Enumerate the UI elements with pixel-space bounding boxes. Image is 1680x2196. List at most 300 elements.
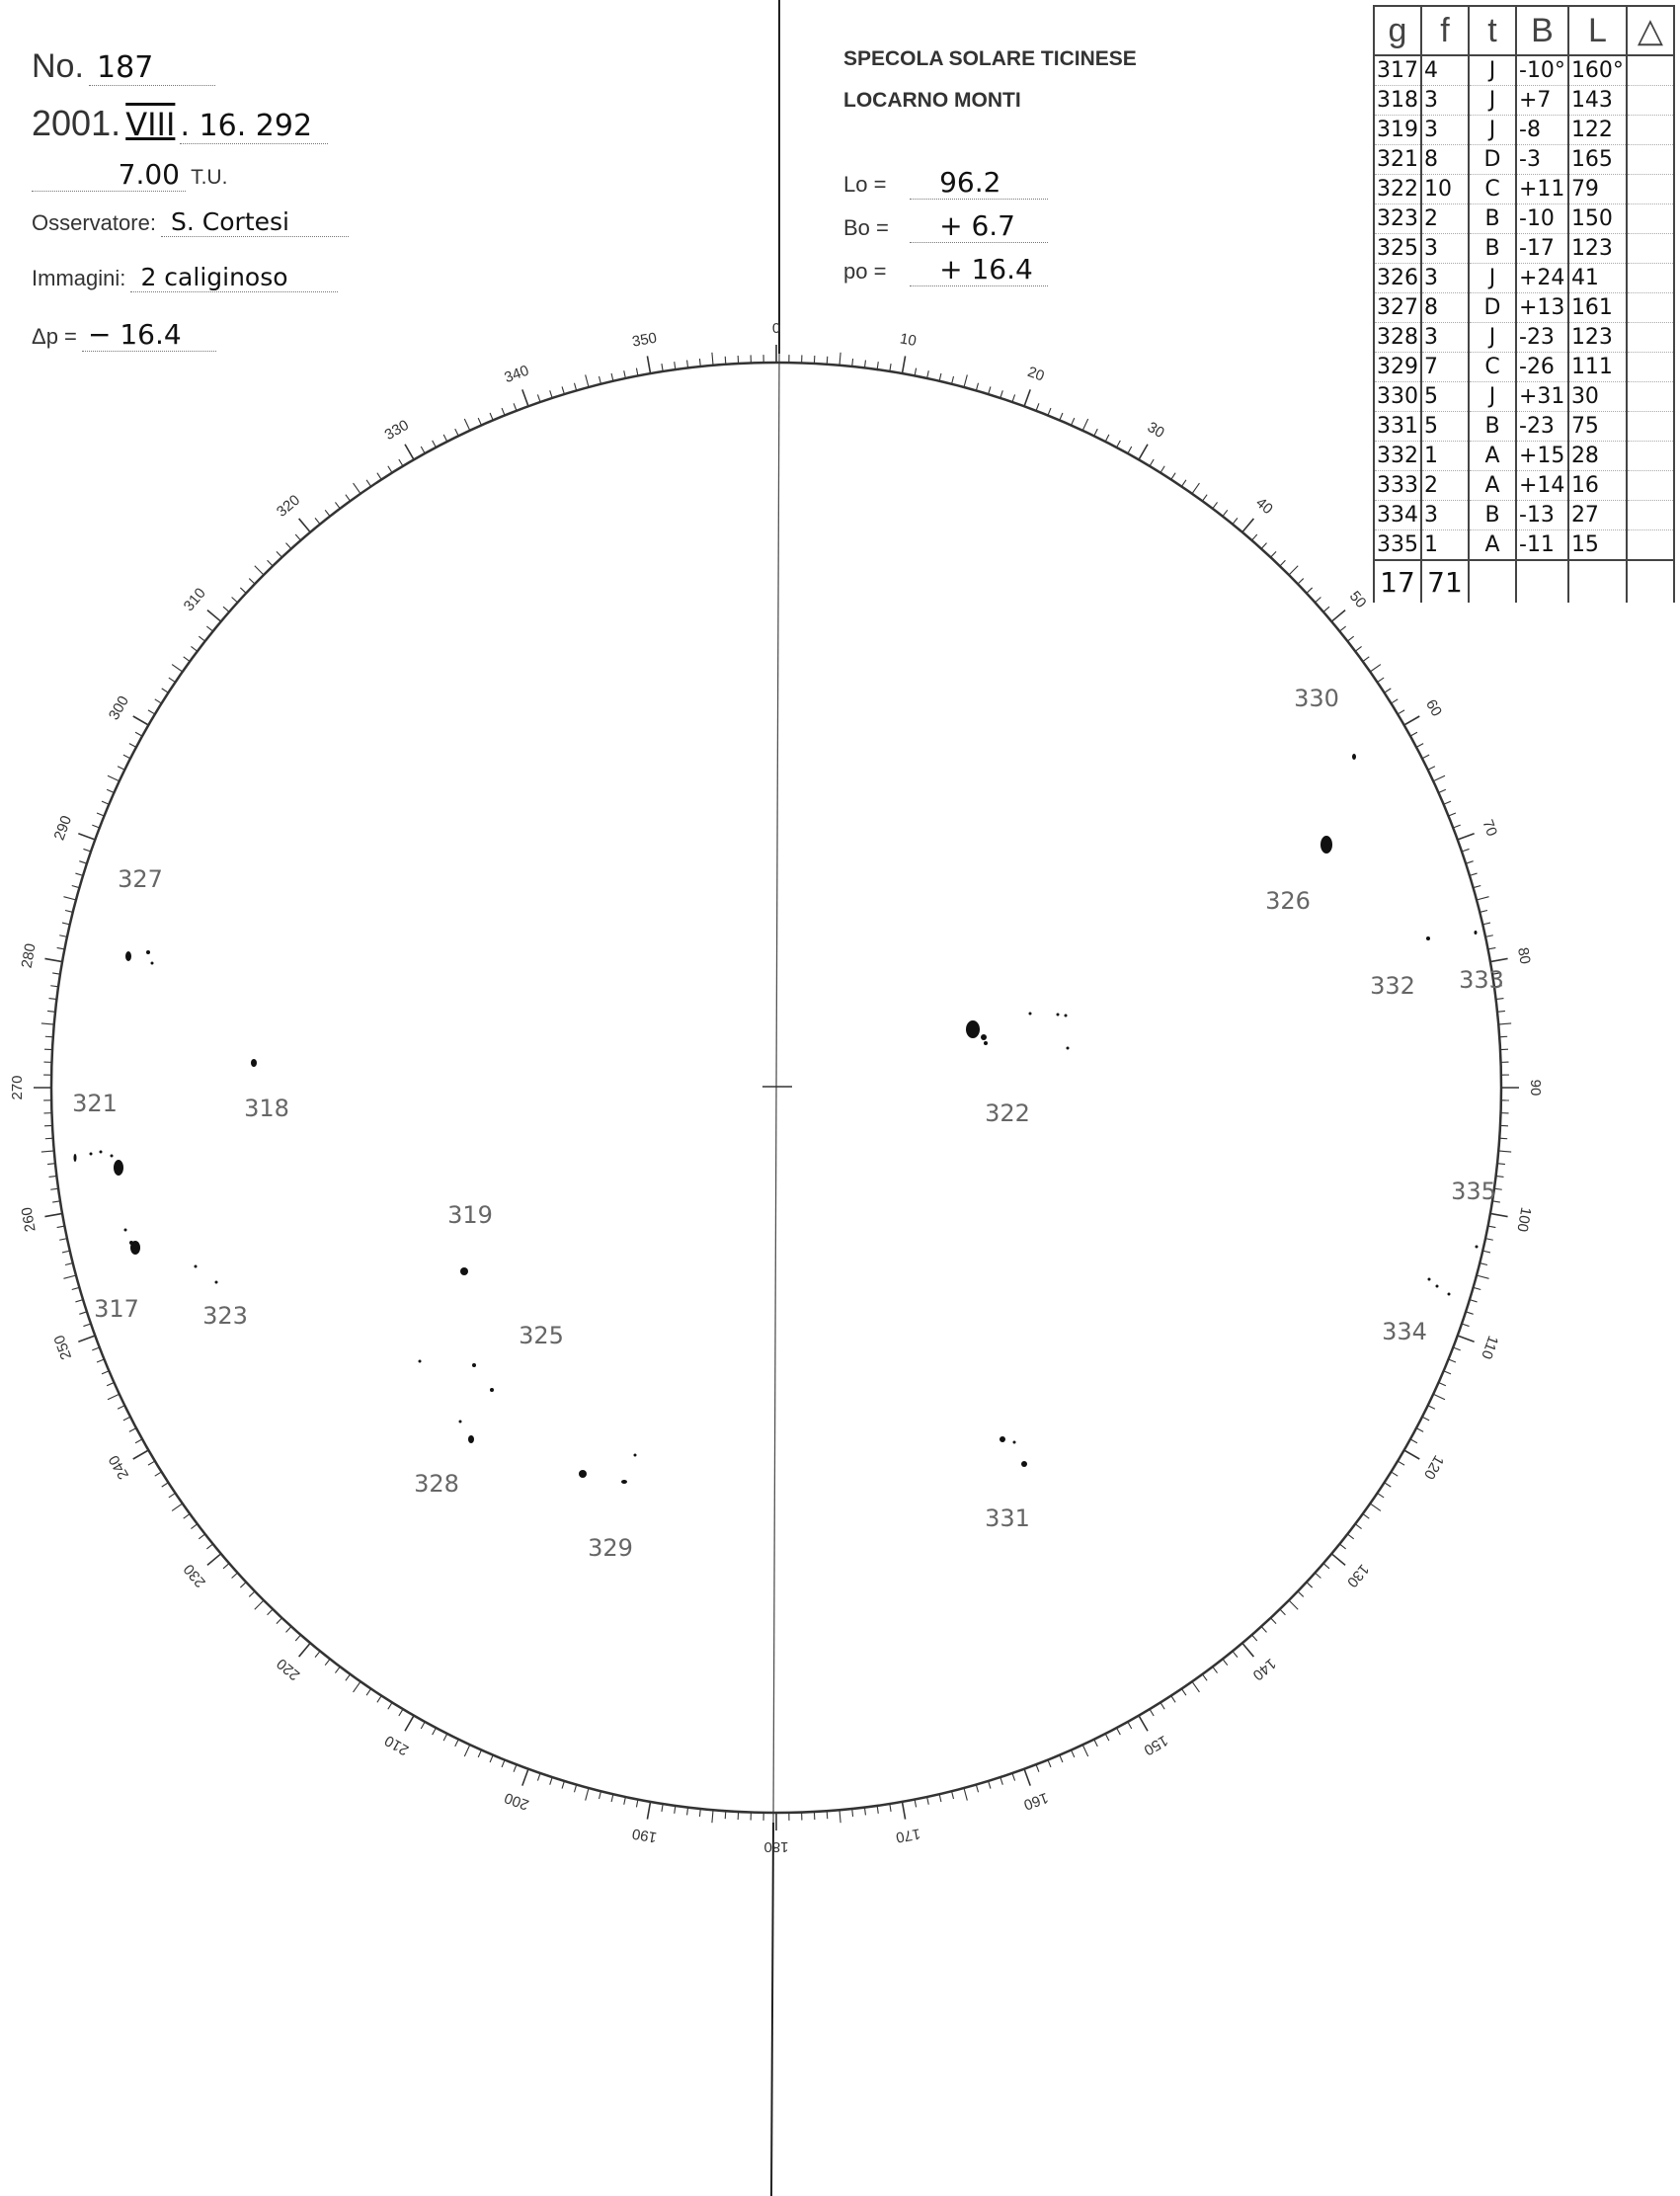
table-cell: -8 [1516, 116, 1568, 145]
scale-tick [1280, 560, 1286, 566]
scale-tick [1289, 1600, 1298, 1609]
scale-tick [712, 353, 713, 366]
scale-tick [562, 386, 564, 394]
scale-tick [1000, 1777, 1002, 1785]
scale-tick [675, 362, 676, 369]
group-label: 317 [94, 1295, 139, 1323]
scale-tick [1496, 999, 1504, 1000]
scale-tick [1072, 1750, 1075, 1757]
scale-label: 260 [18, 1205, 40, 1234]
table-cell: 150 [1568, 204, 1627, 234]
scale-tick [45, 1138, 53, 1139]
scale-tick [1410, 732, 1417, 736]
scale-tick [97, 813, 104, 816]
sunspot [460, 1267, 468, 1275]
table-cell: D [1469, 145, 1516, 175]
table-cell: 161 [1568, 293, 1627, 323]
scale-tick [107, 1383, 114, 1386]
scale-tick [877, 1806, 878, 1814]
scale-tick [1485, 1239, 1493, 1241]
scale-tick [1391, 1472, 1398, 1476]
group-label: 322 [985, 1099, 1030, 1127]
scale-tick [1453, 1347, 1460, 1350]
scale-tick [1252, 1635, 1257, 1641]
scale-tick [52, 1201, 60, 1202]
table-cell: 111 [1568, 353, 1627, 382]
scale-tick [47, 1164, 55, 1165]
sunspot [151, 962, 154, 965]
scale-label: 220 [273, 1655, 304, 1684]
scale-tick [464, 419, 469, 431]
sunspot [490, 1388, 494, 1392]
table-cell: 3 [1421, 264, 1469, 293]
table-row [1374, 234, 1674, 264]
scale-tick [1171, 1696, 1175, 1703]
scale-tick [478, 418, 481, 425]
scale-tick [1323, 607, 1329, 611]
scale-tick [1477, 897, 1489, 900]
table-cell: 143 [1568, 86, 1627, 116]
table-cell: 328 [1374, 323, 1421, 353]
table-cell: 317 [1374, 55, 1421, 86]
table-cell: +13 [1516, 293, 1568, 323]
scale-tick [1404, 716, 1420, 725]
scale-tick [1213, 502, 1218, 508]
scale-tick [97, 1359, 104, 1362]
scale-label: 180 [763, 1838, 789, 1856]
table-cell: 318 [1374, 86, 1421, 116]
scale-tick [952, 1791, 954, 1799]
scale-tick [1422, 755, 1429, 759]
sunspot [1428, 1278, 1431, 1281]
table-cell: 5 [1421, 382, 1469, 412]
table-cell: -23 [1516, 412, 1568, 442]
scale-tick [50, 1188, 58, 1189]
table-cell: 331 [1374, 412, 1421, 442]
scale-tick [1488, 947, 1496, 949]
group-label: 334 [1382, 1318, 1427, 1345]
group-label: 335 [1451, 1178, 1496, 1205]
table-header-3: B [1516, 6, 1568, 55]
table-header-1: f [1421, 6, 1469, 55]
scale-tick [1298, 579, 1304, 585]
scale-tick [346, 1674, 351, 1680]
scale-tick [1444, 1371, 1451, 1374]
scale-tick [586, 1788, 589, 1801]
group-label: 327 [118, 865, 163, 893]
scale-tick [1105, 1734, 1109, 1741]
scale-tick [123, 1417, 130, 1421]
sunspot [966, 1020, 980, 1038]
table-cell-empty [1627, 412, 1674, 442]
sunspot [1352, 754, 1356, 760]
scale-tick [1363, 657, 1369, 662]
scale-tick [1181, 1689, 1185, 1696]
scale-tick [478, 1750, 481, 1757]
table-cell-empty [1627, 86, 1674, 116]
scale-tick [1339, 1544, 1345, 1549]
scale-tick [191, 1524, 197, 1529]
scale-tick [1128, 1722, 1132, 1729]
group-label: 321 [72, 1090, 118, 1117]
scale-tick [1499, 1036, 1507, 1037]
scale-label: 300 [105, 692, 133, 723]
scale-label: 160 [1021, 1788, 1051, 1814]
scale-tick [1347, 636, 1353, 641]
scale-tick [939, 373, 941, 381]
scale-tick [502, 408, 505, 415]
table-cell: 28 [1568, 442, 1627, 471]
scale-tick [952, 376, 954, 384]
scale-tick [1202, 1674, 1207, 1680]
sunspot [984, 1041, 988, 1045]
scale-tick [662, 364, 663, 371]
bottom-axis-line [771, 1823, 773, 2196]
b0-label: Bo = [843, 215, 889, 240]
scale-tick [1233, 518, 1238, 524]
scale-tick [1331, 1554, 1345, 1566]
table-cell: J [1469, 323, 1516, 353]
table-header-0: g [1374, 6, 1421, 55]
scale-tick [1480, 910, 1487, 912]
sunspot [1475, 931, 1478, 935]
scale-tick [1323, 1564, 1329, 1569]
scale-tick [255, 1600, 264, 1609]
table-cell: 2 [1421, 204, 1469, 234]
sunspot [124, 1229, 127, 1232]
group-label: 332 [1370, 972, 1415, 1000]
scale-tick [1404, 1450, 1420, 1459]
scale-tick [1488, 1226, 1496, 1228]
scale-tick [443, 1734, 447, 1741]
scale-tick [1048, 408, 1051, 415]
table-cell: 323 [1374, 204, 1421, 234]
scale-tick [155, 699, 162, 703]
table-row [1374, 501, 1674, 530]
scale-tick [315, 518, 320, 524]
scale-label: 170 [894, 1825, 922, 1846]
sunspot [146, 950, 150, 954]
table-cell: D [1469, 293, 1516, 323]
table-row [1374, 353, 1674, 382]
scale-label: 200 [502, 1788, 531, 1814]
scale-tick [1160, 466, 1164, 473]
scale-tick [550, 390, 552, 398]
observatory-line-1: SPECOLA SOLARE TICINESE [843, 47, 1137, 70]
scale-tick [405, 1716, 414, 1732]
table-cell: +15 [1516, 442, 1568, 471]
scale-label: 210 [381, 1731, 412, 1759]
scale-tick [129, 744, 136, 748]
scale-tick [108, 775, 120, 780]
group-label: 331 [985, 1505, 1030, 1532]
sunspot [129, 1241, 133, 1245]
scale-tick [927, 370, 929, 378]
central-meridian [773, 354, 779, 1823]
scale-tick [455, 429, 459, 436]
scale-tick [240, 1583, 246, 1587]
scale-tick [1497, 1164, 1505, 1165]
scale-tick [989, 1781, 991, 1789]
scale-tick [249, 579, 255, 585]
scale-tick [1474, 1287, 1481, 1289]
table-cell: -10 [1516, 204, 1568, 234]
scale-tick [325, 1659, 330, 1665]
scale-tick [57, 947, 65, 949]
scale-tick [1202, 495, 1207, 501]
scale-tick [1223, 510, 1228, 516]
table-cell-empty [1627, 234, 1674, 264]
scale-tick [223, 1564, 229, 1569]
scale-tick [624, 1797, 626, 1805]
scale-tick [78, 834, 95, 840]
scale-tick [1498, 1023, 1511, 1024]
table-cell: 8 [1421, 145, 1469, 175]
scale-tick [57, 1226, 65, 1228]
scale-tick [206, 1544, 212, 1549]
scale-tick [92, 1347, 99, 1350]
dp-value: − 16.4 [82, 318, 216, 352]
scale-tick [502, 1760, 505, 1767]
scale-tick [1477, 1275, 1489, 1278]
table-cell: 7 [1421, 353, 1469, 382]
sunspot [195, 1265, 198, 1268]
table-cell: 3 [1421, 234, 1469, 264]
scale-tick [939, 1794, 941, 1802]
scale-tick [405, 445, 414, 460]
table-cell: J [1469, 86, 1516, 116]
table-cell: 5 [1421, 412, 1469, 442]
scale-tick [118, 1406, 124, 1410]
scale-tick [537, 394, 540, 402]
scale-tick [1298, 1591, 1304, 1597]
scale-label: 330 [381, 416, 412, 445]
scale-tick [325, 510, 330, 516]
scale-tick [1024, 389, 1030, 406]
table-cell: +11 [1516, 175, 1568, 204]
table-cell: -3 [1516, 145, 1568, 175]
scale-tick [1391, 699, 1398, 703]
scale-tick [1474, 885, 1481, 887]
table-cell: 3 [1421, 501, 1469, 530]
table-cell: +7 [1516, 86, 1568, 116]
scale-tick [83, 849, 91, 852]
scale-tick [464, 1745, 469, 1756]
time-unit: T.U. [191, 166, 228, 189]
scale-tick [72, 1287, 80, 1289]
scale-tick [1480, 1263, 1487, 1265]
table-cell-empty [1627, 145, 1674, 175]
scale-tick [65, 1263, 73, 1265]
scale-tick [989, 386, 991, 394]
scale-tick [1497, 1011, 1505, 1012]
scale-tick [675, 1806, 676, 1814]
table-cell: 335 [1374, 530, 1421, 561]
scale-tick [490, 1755, 493, 1762]
scale-tick [1261, 1626, 1266, 1632]
scale-tick [1385, 689, 1392, 692]
table-cell: 15 [1568, 530, 1627, 561]
scale-tick [49, 1176, 57, 1177]
scale-tick [864, 361, 865, 368]
date-year: 2001. [32, 103, 121, 143]
scale-tick [1498, 1151, 1511, 1152]
scale-tick [599, 1791, 600, 1799]
scale-label: 190 [630, 1825, 659, 1846]
table-body [1374, 55, 1674, 603]
sunspot [1448, 1293, 1451, 1296]
scale-tick [162, 1483, 169, 1487]
table-totals-row [1374, 560, 1674, 603]
sunspot [472, 1363, 476, 1367]
table-cell: -13 [1516, 501, 1568, 530]
scale-tick [59, 1239, 67, 1241]
scale-tick [41, 1151, 54, 1152]
scale-tick [1117, 1728, 1121, 1735]
scale-tick [1233, 1651, 1238, 1657]
scale-tick [1307, 588, 1313, 593]
scale-tick [725, 1811, 726, 1819]
scale-label: 60 [1422, 696, 1446, 720]
scale-tick [135, 732, 142, 736]
scale-tick [964, 374, 967, 387]
scale-tick [295, 534, 300, 540]
scale-tick [346, 495, 351, 501]
table-row [1374, 55, 1674, 86]
table-cell: +24 [1516, 264, 1568, 293]
table-cell: 326 [1374, 264, 1421, 293]
table-cell-empty [1627, 55, 1674, 86]
scale-tick [1499, 1138, 1507, 1139]
scale-tick [223, 607, 229, 611]
scale-tick [1458, 834, 1475, 840]
scale-tick [191, 646, 197, 651]
scale-tick [50, 986, 58, 987]
table-cell: 322 [1374, 175, 1421, 204]
sunspot [1013, 1441, 1016, 1444]
sunspot [1476, 1246, 1479, 1249]
scale-tick [433, 1728, 437, 1735]
scale-tick [277, 1618, 281, 1624]
scale-tick [79, 861, 87, 863]
scale-tick [915, 1800, 917, 1808]
scale-tick [1036, 1764, 1039, 1771]
scale-tick [1271, 551, 1276, 557]
table-cell-empty [1627, 323, 1674, 353]
scale-tick [277, 551, 281, 557]
scale-tick [199, 1534, 204, 1539]
scale-tick [123, 755, 130, 759]
scale-tick [1000, 390, 1002, 398]
table-cell: 4 [1421, 55, 1469, 86]
scale-label: 230 [180, 1560, 209, 1591]
scale-tick [1453, 825, 1460, 828]
sunspot [74, 1154, 77, 1162]
table-cell-empty [1469, 560, 1516, 603]
sunspot [1057, 1014, 1060, 1017]
total-groups: 17 [1374, 560, 1421, 603]
group-label: 329 [588, 1534, 633, 1562]
scale-tick [1458, 1336, 1475, 1342]
scale-label: 150 [1141, 1731, 1171, 1759]
scale-tick [1242, 519, 1254, 532]
scale-label: 140 [1248, 1655, 1280, 1684]
scale-tick [354, 483, 360, 494]
scale-tick [1160, 1702, 1164, 1709]
scale-tick [514, 403, 517, 410]
table-cell: 27 [1568, 501, 1627, 530]
sunspot [111, 1155, 114, 1158]
table-cell: 334 [1374, 501, 1421, 530]
table-cell: B [1469, 234, 1516, 264]
scale-tick [964, 1788, 967, 1801]
table-cell: B [1469, 501, 1516, 530]
record-number-label: No. [32, 47, 84, 85]
scale-tick [599, 376, 600, 384]
sunspot [1426, 936, 1430, 940]
scale-tick [199, 636, 204, 641]
table-cell: 79 [1568, 175, 1627, 204]
scale-tick [65, 910, 73, 912]
scale-label: 250 [50, 1333, 76, 1362]
scale-tick [1289, 566, 1298, 575]
table-row [1374, 471, 1674, 501]
scale-label: 240 [105, 1452, 133, 1483]
scale-tick [636, 1800, 638, 1808]
table-cell: 30 [1568, 382, 1627, 412]
table-cell: -11 [1516, 530, 1568, 561]
scale-tick [399, 1709, 403, 1716]
scale-tick [377, 473, 381, 480]
scale-tick [1139, 1716, 1148, 1732]
scale-tick [172, 1504, 183, 1510]
table-cell: J [1469, 55, 1516, 86]
sunspot [215, 1281, 218, 1284]
table-cell: 3 [1421, 116, 1469, 145]
scale-tick [1449, 1359, 1456, 1362]
scale-tick [1355, 646, 1361, 651]
table-cell: +14 [1516, 471, 1568, 501]
scale-tick [335, 1667, 340, 1672]
group-summary-table [1373, 5, 1675, 603]
scale-tick [108, 1394, 120, 1399]
scale-tick [1094, 1740, 1098, 1747]
scale-tick [75, 873, 83, 875]
table-cell: 1 [1421, 442, 1469, 471]
scale-tick [890, 364, 891, 371]
sunspot [1021, 1461, 1027, 1467]
group-label: 333 [1459, 966, 1504, 994]
scale-tick [162, 689, 169, 692]
scale-label: 70 [1479, 817, 1501, 839]
scale-tick [92, 825, 99, 828]
scale-tick [1439, 1383, 1446, 1386]
scale-tick [1428, 767, 1435, 771]
table-cell: 165 [1568, 145, 1627, 175]
scale-tick [133, 1450, 149, 1459]
table-row [1374, 86, 1674, 116]
scale-label: 130 [1343, 1560, 1373, 1591]
table-cell: 319 [1374, 116, 1421, 145]
scale-tick [433, 441, 437, 447]
scale-tick [1482, 1251, 1490, 1253]
table-cell: C [1469, 175, 1516, 204]
scale-tick [388, 466, 392, 473]
scale-tick [268, 560, 274, 566]
l0-label: Lo = [843, 172, 887, 197]
scale-tick [1433, 1394, 1445, 1399]
scale-tick [1428, 1406, 1435, 1410]
